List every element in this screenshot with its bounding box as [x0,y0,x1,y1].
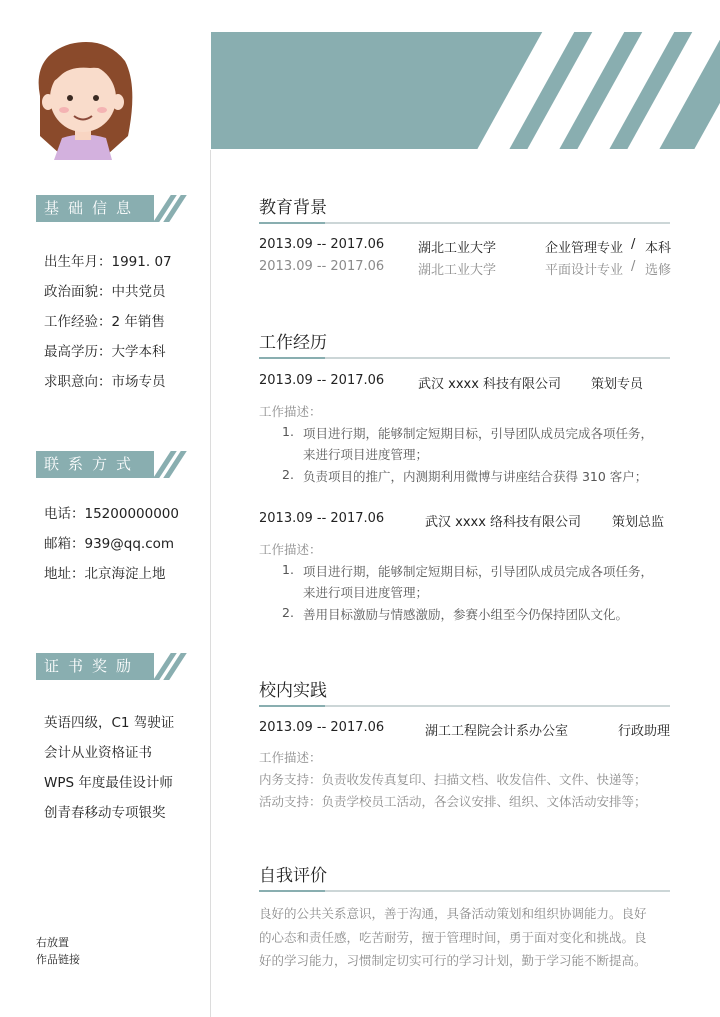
contact-email: 邮箱：939@qq.com [44,536,175,552]
item-text: 来进行项目进度管理； [303,585,429,600]
section-title-self: 自我评价 [259,866,327,886]
edu-school: 湖北工业大学 [418,241,497,256]
sidebar-section-header-contact [36,451,180,478]
sidebar-section-header-basic [36,195,180,222]
edu-period: 2013.09 -- 2017.06 [259,237,385,252]
campus-desc-line: 活动支持：负责学校员工活动，各会议安排、组织、文体活动安排等； [259,794,647,809]
award-item: WPS 年度最佳设计师 [44,775,173,791]
edu-sep: / [631,259,636,274]
section-title-education: 教育背景 [259,198,327,218]
info-birth: 出生年月：1991. 07 [44,254,172,270]
section-rule [259,890,670,892]
section-title-work: 工作经历 [259,333,327,353]
contact-list [44,499,179,589]
item-text: 来进行项目进度管理； [303,447,429,462]
item-number: 1. [282,562,294,577]
self-eval-line: 好的学习能力，习惯制定切实可行的学习计划，勤于学习能不断提高。 [259,953,647,968]
campus-period: 2013.09 -- 2017.06 [259,720,385,735]
section-title-campus: 校内实践 [259,681,327,701]
job-company: 武汉 xxxx 科技有限公司 [418,377,562,392]
contact-address: 地址：北京海淀上地 [44,566,166,582]
vertical-divider [210,150,211,1017]
section-rule [259,357,670,359]
section-rule-accent [259,890,325,892]
section-rule [259,705,670,707]
section-header-label: 联系方式 [44,455,141,473]
section-header-label: 证书奖励 [44,657,141,675]
edu-major: 企业管理专业 [545,241,624,256]
award-item: 英语四级，C1 驾驶证 [44,715,175,731]
section-rule-accent [259,222,325,224]
section-header-label: 基础信息 [44,199,141,217]
campus-position: 行政助理 [618,724,671,739]
job-position: 策划专员 [591,377,644,392]
edu-degree: 本科 [645,241,672,256]
item-text: 负责项目的推广，内测期利用微博与讲座结合获得 310 客户； [303,469,648,484]
portfolio-link[interactable]: 作品链接 [36,953,80,966]
sidebar-footer [36,934,80,968]
item-text: 项目进行期，能够制定短期目标，引导团队成员完成各项任务， [303,564,654,579]
section-rule [259,222,670,224]
job-period: 2013.09 -- 2017.06 [259,511,385,526]
edu-major: 平面设计专业 [545,263,624,278]
campus-org: 湖工工程院会计系办公室 [425,724,569,739]
section-rule-accent [259,357,325,359]
footer-note: 右放置 [36,936,69,949]
edu-period: 2013.09 -- 2017.06 [259,259,385,274]
sidebar-section-header-awards [36,653,180,680]
edu-degree: 选修 [645,263,672,278]
item-number: 2. [282,467,294,482]
contact-phone: 电话：15200000000 [44,506,179,522]
job-period: 2013.09 -- 2017.06 [259,373,385,388]
self-eval-line: 的心态和责任感，吃苦耐劳，擅于管理时间，勇于面对变化和挑战。良 [259,929,647,945]
edu-school: 湖北工业大学 [418,263,497,278]
section-rule-accent [259,705,325,707]
award-item: 会计从业资格证书 [44,745,152,761]
basic-info-list [44,247,172,397]
item-number: 1. [282,424,294,439]
campus-desc-line: 内务支持：负责收发传真复印、扫描文档、收发信件、文件、快递等； [259,772,647,787]
edu-sep: / [631,237,636,252]
item-text: 项目进行期，能够制定短期目标，引导团队成员完成各项任务， [303,426,654,441]
awards-list [44,708,174,828]
item-text: 善用目标激励与情感激励，参赛小组至今仍保持团队文化。 [303,607,629,622]
self-evaluation-text [259,902,672,973]
campus-desc-label: 工作描述： [259,750,322,765]
job-desc-label: 工作描述： [259,404,322,419]
header-stripes-overlay [211,32,720,149]
job-desc-label: 工作描述： [259,542,322,557]
award-item: 创青春移动专项银奖 [44,805,166,821]
job-position: 策划总监 [612,515,665,530]
job-company: 武汉 xxxx 络科技有限公司 [425,515,582,530]
info-objective: 求职意向：市场专员 [44,374,166,390]
avatar [30,36,136,160]
item-number: 2. [282,605,294,620]
info-political: 政治面貌：中共党员 [44,284,166,300]
info-experience: 工作经验：2 年销售 [44,314,165,330]
self-eval-line: 良好的公共关系意识，善于沟通，具备活动策划和组织协调能力。良好 [259,906,647,921]
info-education: 最高学历：大学本科 [44,344,166,360]
